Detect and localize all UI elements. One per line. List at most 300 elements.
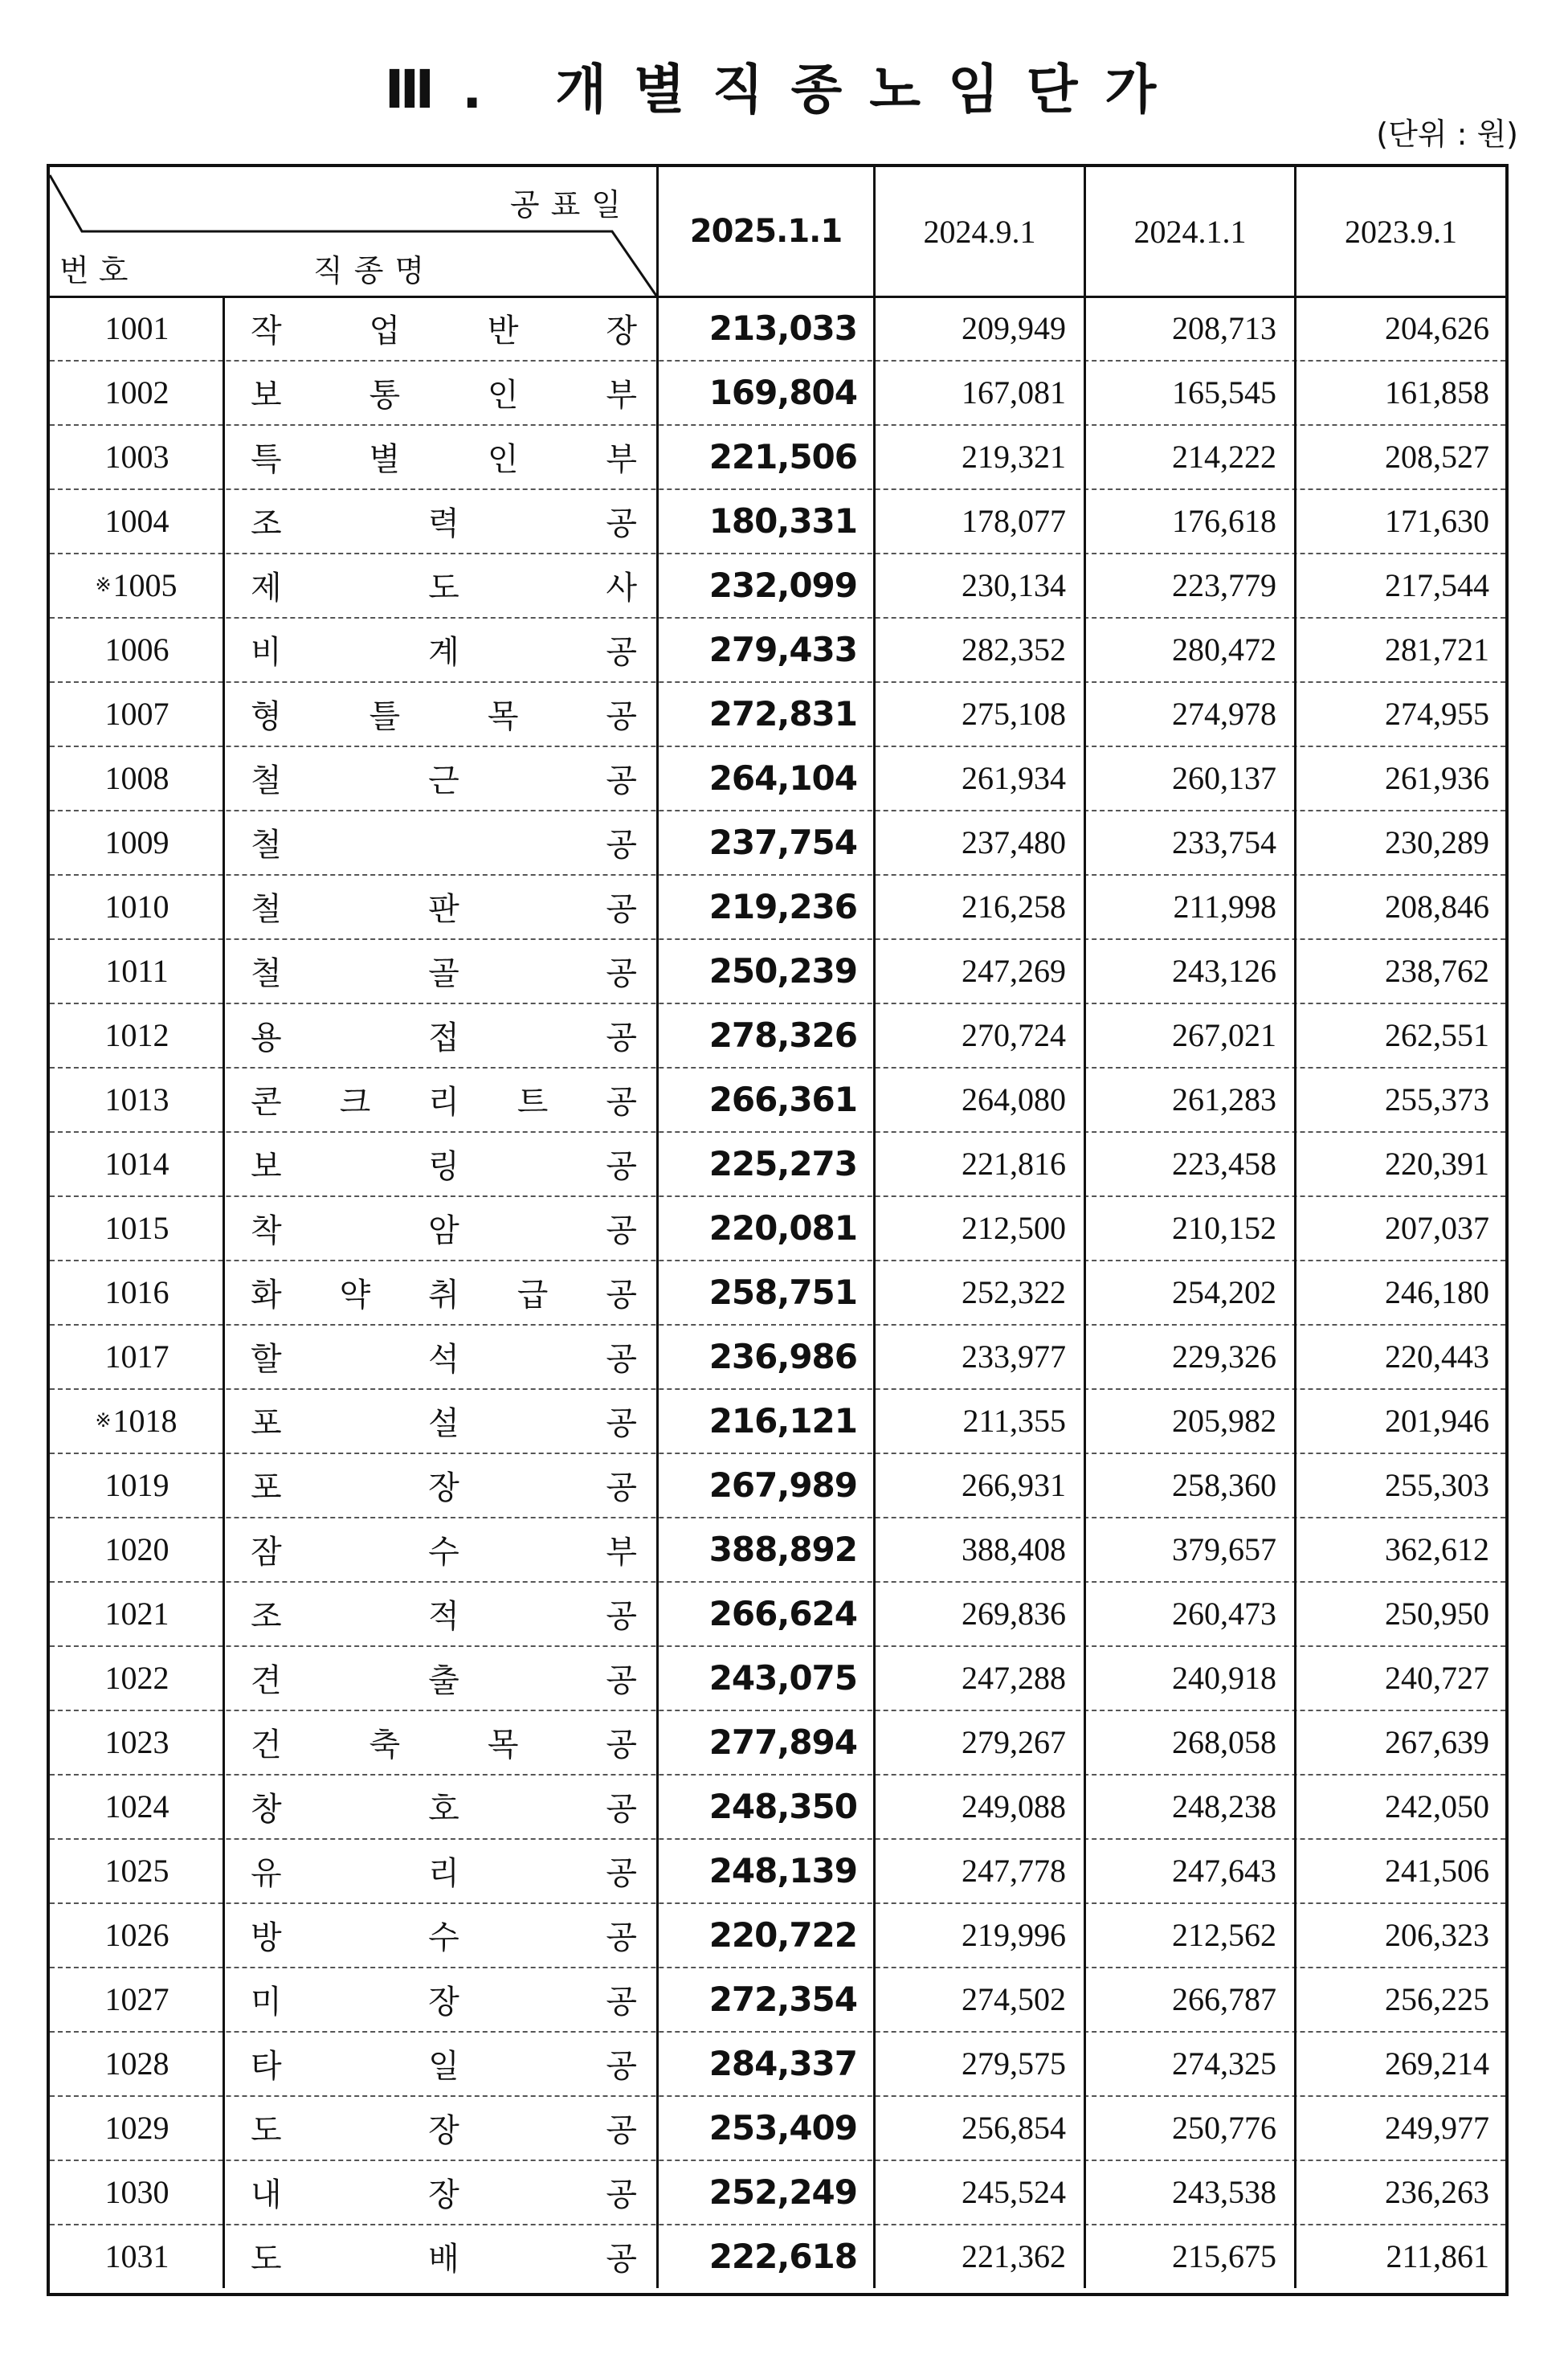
wage-value-2: 274,325	[1086, 2031, 1296, 2095]
job-name-char: 링	[428, 1147, 459, 1185]
job-name-char: 공	[606, 826, 637, 864]
wage-value-0: 220,722	[659, 1902, 876, 1967]
wage-value-1: 178,077	[876, 488, 1086, 553]
job-name	[225, 1902, 659, 1967]
wage-value-2: 215,675	[1086, 2224, 1296, 2288]
row-number	[50, 1131, 225, 1195]
wage-value-1: 264,080	[876, 1067, 1086, 1131]
job-name-char: 콘	[251, 1083, 282, 1121]
wage-value-1: 233,977	[876, 1324, 1086, 1388]
job-name-char: 석	[428, 1340, 459, 1378]
job-name-char: 장	[428, 1469, 459, 1506]
job-name-char: 보	[251, 1147, 282, 1185]
wage-value-1: 279,575	[876, 2031, 1086, 2095]
row-number-text: 1016	[104, 1273, 169, 1310]
job-name	[225, 1645, 659, 1710]
job-name-char: 호	[428, 1790, 459, 1828]
wage-value-2: 229,326	[1086, 1324, 1296, 1388]
job-name	[225, 1517, 659, 1581]
job-name-char: 약	[339, 1276, 371, 1314]
wage-value-2: 274,978	[1086, 681, 1296, 746]
wage-value-3: 217,544	[1385, 566, 1489, 603]
wage-value-1: 282,352	[876, 617, 1086, 681]
row-number	[50, 1774, 225, 1838]
job-name-char: 공	[606, 1276, 637, 1314]
row-number-text: 1007	[104, 695, 169, 732]
job-name-char: 공	[606, 1019, 637, 1056]
job-name-char: 공	[606, 1469, 637, 1506]
row-number	[50, 1838, 225, 1902]
row-number	[50, 874, 225, 938]
row-number	[50, 1710, 225, 1774]
row-number	[50, 617, 225, 681]
job-name-char: 통	[369, 376, 401, 414]
job-name	[225, 1260, 659, 1324]
row-number-text: 1005	[112, 566, 178, 603]
row-mark: ※	[95, 1410, 112, 1432]
job-name-char: 크	[339, 1083, 371, 1121]
job-name-char: 방	[251, 1919, 282, 1956]
wage-value-0: 219,236	[659, 874, 876, 938]
wage-value-3: 204,626	[1385, 309, 1489, 346]
job-name-char: 공	[606, 1083, 637, 1121]
wage-value-1: 269,836	[876, 1581, 1086, 1645]
wage-value-1: 245,524	[876, 2160, 1086, 2224]
job-name	[225, 1967, 659, 2031]
job-name-char: 부	[606, 440, 637, 478]
wage-value-2: 205,982	[1086, 1388, 1296, 1453]
table-row	[50, 1067, 1505, 1133]
job-name-char: 작	[251, 312, 282, 349]
table-row	[50, 1388, 1505, 1454]
wage-value-0: 180,331	[659, 488, 876, 553]
table-row	[50, 1645, 1505, 1711]
wage-value-1: 249,088	[876, 1774, 1086, 1838]
row-number-text: 1001	[104, 309, 169, 346]
table-header	[50, 167, 1505, 298]
job-name-char: 공	[606, 1340, 637, 1378]
job-name-char: 일	[428, 2047, 459, 2085]
wage-value-0: 258,751	[659, 1260, 876, 1324]
wage-value-0: 277,894	[659, 1710, 876, 1774]
job-name-char: 별	[369, 440, 401, 478]
row-number	[50, 1967, 225, 2031]
job-name-char: 화	[251, 1276, 282, 1314]
job-name-char: 공	[606, 954, 637, 992]
wage-value-3: 220,391	[1385, 1145, 1489, 1182]
job-name-char: 착	[251, 1212, 282, 1249]
wage-value-0: 248,139	[659, 1838, 876, 1902]
job-name-char: 근	[428, 762, 459, 799]
job-name	[225, 2160, 659, 2224]
wage-value-0: 248,350	[659, 1774, 876, 1838]
row-number-text: 1023	[104, 1723, 169, 1760]
row-number	[50, 488, 225, 553]
wage-value-0: 216,121	[659, 1388, 876, 1453]
job-name-char: 트	[517, 1083, 549, 1121]
job-name	[225, 746, 659, 810]
row-number	[50, 1517, 225, 1581]
wage-value-1: 219,321	[876, 424, 1086, 488]
job-name	[225, 296, 659, 360]
wage-value-1: 167,081	[876, 360, 1086, 424]
wage-value-0: 221,506	[659, 424, 876, 488]
job-name-char: 틀	[369, 697, 401, 735]
row-number	[50, 2224, 225, 2288]
wage-value-2: 260,137	[1086, 746, 1296, 810]
table-row	[50, 2095, 1505, 2161]
table-row	[50, 1517, 1505, 1583]
wage-value-2: 379,657	[1086, 1517, 1296, 1581]
wage-value-0: 264,104	[659, 746, 876, 810]
row-number-text: 1021	[104, 1595, 169, 1632]
wage-value-3: 201,946	[1385, 1402, 1489, 1439]
wage-value-3: 206,323	[1385, 1916, 1489, 1953]
job-name-char: 력	[428, 505, 459, 542]
job-name	[225, 488, 659, 553]
job-name-char: 철	[251, 954, 282, 992]
row-number-text: 1015	[104, 1209, 169, 1246]
unit-label: (단위 : 원)	[1376, 116, 1518, 152]
wage-value-2: 243,538	[1086, 2160, 1296, 2224]
job-name-char: 장	[606, 312, 637, 349]
row-number	[50, 360, 225, 424]
wage-value-0: 266,361	[659, 1067, 876, 1131]
row-number	[50, 2031, 225, 2095]
row-number	[50, 553, 225, 617]
job-name	[225, 1581, 659, 1645]
wage-value-2: 260,473	[1086, 1581, 1296, 1645]
job-name-char: 조	[251, 505, 282, 542]
job-name-char: 내	[251, 2176, 282, 2213]
row-number	[50, 1388, 225, 1453]
row-number	[50, 296, 225, 360]
row-number-text: 1028	[104, 2045, 169, 2082]
job-name-char: 조	[251, 1597, 282, 1635]
job-name-char: 잠	[251, 1533, 282, 1571]
job-name-char: 비	[251, 633, 282, 671]
wage-value-3: 362,612	[1385, 1530, 1489, 1567]
wage-value-1: 274,502	[876, 1967, 1086, 2031]
job-name-char: 판	[428, 890, 459, 928]
job-name-char: 철	[251, 826, 282, 864]
wage-value-3: 255,373	[1385, 1081, 1489, 1118]
table-row	[50, 1195, 1505, 1261]
job-name	[225, 424, 659, 488]
wage-value-1: 252,322	[876, 1260, 1086, 1324]
job-name-char: 수	[428, 1533, 459, 1571]
header-date-2024-1-1: 2024.1.1	[1086, 167, 1296, 296]
wage-value-3: 250,950	[1385, 1595, 1489, 1632]
job-name	[225, 681, 659, 746]
job-name	[225, 1195, 659, 1260]
job-name-char: 제	[251, 569, 282, 607]
wage-value-2: 250,776	[1086, 2095, 1296, 2160]
job-name-char: 목	[487, 1726, 519, 1763]
job-name-char: 접	[428, 1019, 459, 1056]
job-name-char: 리	[428, 1083, 459, 1121]
job-name-char: 계	[428, 633, 459, 671]
wage-value-0: 169,804	[659, 360, 876, 424]
wage-value-1: 270,724	[876, 1003, 1086, 1067]
table-row	[50, 2224, 1505, 2288]
job-name-char: 급	[517, 1276, 549, 1314]
job-name	[225, 1774, 659, 1838]
wage-value-3: 267,639	[1385, 1723, 1489, 1760]
wage-value-3: 255,303	[1385, 1466, 1489, 1503]
row-number	[50, 1645, 225, 1710]
row-number-text: 1031	[104, 2237, 169, 2274]
job-name-char: 견	[251, 1661, 282, 1699]
wage-value-3: 262,551	[1385, 1016, 1489, 1053]
table-row	[50, 1003, 1505, 1069]
table-row	[50, 1710, 1505, 1776]
job-name-char: 업	[369, 312, 401, 349]
table-row	[50, 1260, 1505, 1326]
job-name-char: 리	[428, 1854, 459, 1892]
wage-value-2: 261,283	[1086, 1067, 1296, 1131]
row-number-text: 1006	[104, 631, 169, 668]
wage-value-0: 272,354	[659, 1967, 876, 2031]
row-number	[50, 1902, 225, 1967]
job-name	[225, 2031, 659, 2095]
job-name-char: 설	[428, 1404, 459, 1442]
header-date-2023-9-1: 2023.9.1	[1345, 213, 1457, 250]
table-row	[50, 681, 1505, 747]
wage-value-0: 267,989	[659, 1453, 876, 1517]
row-number	[50, 1581, 225, 1645]
wage-value-1: 212,500	[876, 1195, 1086, 1260]
header-published-label: 공표일	[509, 187, 632, 223]
header-number-label: 번호	[59, 253, 138, 288]
job-name-char: 공	[606, 2047, 637, 2085]
wage-value-2: 223,779	[1086, 553, 1296, 617]
job-name-char: 취	[428, 1276, 459, 1314]
job-name-char: 반	[487, 312, 519, 349]
wage-value-3: 236,263	[1385, 2173, 1489, 2210]
wage-value-1: 247,778	[876, 1838, 1086, 1902]
row-mark: ※	[95, 574, 112, 596]
row-number	[50, 1260, 225, 1324]
wage-value-0: 220,081	[659, 1195, 876, 1260]
job-name-char: 부	[606, 1533, 637, 1571]
wage-value-0: 266,624	[659, 1581, 876, 1645]
wage-value-3: 241,506	[1385, 1852, 1489, 1889]
table-row	[50, 1838, 1505, 1904]
wage-value-1: 237,480	[876, 810, 1086, 874]
wage-value-2: 254,202	[1086, 1260, 1296, 1324]
job-name-char: 포	[251, 1469, 282, 1506]
row-number	[50, 2095, 225, 2160]
row-number-text: 1009	[104, 823, 169, 860]
wage-value-1: 216,258	[876, 874, 1086, 938]
wage-table	[47, 164, 1509, 2296]
header-name-label: 직종명	[313, 253, 436, 288]
wage-value-1: 209,949	[876, 296, 1086, 360]
job-name	[225, 1131, 659, 1195]
page-title: Ⅲ. 개별직종노임단가	[384, 59, 1184, 121]
header-date-2025-1-1: 2025.1.1	[659, 167, 876, 296]
table-row	[50, 296, 1505, 362]
wage-value-1: 247,288	[876, 1645, 1086, 1710]
wage-value-1: 211,355	[876, 1388, 1086, 1453]
row-number-text: 1012	[104, 1016, 169, 1053]
wage-value-0: 250,239	[659, 938, 876, 1003]
job-name-char: 타	[251, 2047, 282, 2085]
wage-value-2: 267,021	[1086, 1003, 1296, 1067]
row-number	[50, 938, 225, 1003]
job-name-char: 적	[428, 1597, 459, 1635]
header-diagonal-cell	[50, 167, 659, 296]
row-number-text: 1004	[104, 502, 169, 539]
job-name-char: 출	[428, 1661, 459, 1699]
wage-value-0: 232,099	[659, 553, 876, 617]
row-number-text: 1002	[104, 374, 169, 411]
wage-value-2: 176,618	[1086, 488, 1296, 553]
wage-value-0: 388,892	[659, 1517, 876, 1581]
table-row	[50, 553, 1505, 619]
wage-value-3: 161,858	[1385, 374, 1489, 411]
job-name	[225, 1453, 659, 1517]
job-name-char: 배	[428, 2240, 459, 2278]
table-row	[50, 617, 1505, 683]
table-row	[50, 938, 1505, 1004]
row-number	[50, 1003, 225, 1067]
row-number	[50, 1067, 225, 1131]
table-row	[50, 1967, 1505, 2033]
job-name-char: 철	[251, 890, 282, 928]
job-name-char: 공	[606, 2176, 637, 2213]
header-date-2024-9-1: 2024.9.1	[876, 167, 1086, 296]
wage-value-3: 261,936	[1385, 759, 1489, 796]
job-name-char: 공	[606, 1404, 637, 1442]
job-name	[225, 2224, 659, 2288]
job-name-char: 장	[428, 2176, 459, 2213]
wage-value-0: 279,433	[659, 617, 876, 681]
job-name-char: 골	[428, 954, 459, 992]
row-number	[50, 1195, 225, 1260]
wage-value-0: 213,033	[659, 296, 876, 360]
job-name-char: 도	[251, 2240, 282, 2278]
wage-value-3: 238,762	[1385, 952, 1489, 989]
wage-value-2: 212,562	[1086, 1902, 1296, 1967]
job-name	[225, 1324, 659, 1388]
table-row	[50, 1131, 1505, 1197]
job-name-char: 부	[606, 376, 637, 414]
wage-value-1: 221,362	[876, 2224, 1086, 2288]
job-name-char: 도	[251, 2111, 282, 2149]
table-row	[50, 488, 1505, 554]
row-number-text: 1010	[104, 888, 169, 925]
row-number-text: 1019	[104, 1466, 169, 1503]
job-name-char: 도	[428, 569, 459, 607]
table-row	[50, 2160, 1505, 2225]
row-number-text: 1003	[104, 438, 169, 475]
wage-value-2: 208,713	[1086, 296, 1296, 360]
wage-value-0: 243,075	[659, 1645, 876, 1710]
wage-value-1: 221,816	[876, 1131, 1086, 1195]
job-name-char: 보	[251, 376, 282, 414]
table-row	[50, 874, 1505, 940]
wage-value-2: 280,472	[1086, 617, 1296, 681]
job-name-char: 공	[606, 1661, 637, 1699]
wage-value-2: 268,058	[1086, 1710, 1296, 1774]
job-name-char: 공	[606, 697, 637, 735]
job-name	[225, 810, 659, 874]
job-name-char: 사	[606, 569, 637, 607]
job-name-char: 공	[606, 1983, 637, 2021]
row-number-text: 1024	[104, 1788, 169, 1825]
row-number	[50, 1453, 225, 1517]
job-name-char: 암	[428, 1212, 459, 1249]
wage-value-3: 281,721	[1385, 631, 1489, 668]
job-name-char: 창	[251, 1790, 282, 1828]
job-name-char: 공	[606, 1726, 637, 1763]
table-row	[50, 360, 1505, 426]
row-number-text: 1008	[104, 759, 169, 796]
wage-value-1: 247,269	[876, 938, 1086, 1003]
row-number	[50, 681, 225, 746]
job-name-char: 공	[606, 505, 637, 542]
job-name	[225, 938, 659, 1003]
wage-value-3: 171,630	[1385, 502, 1489, 539]
wage-value-2: 210,152	[1086, 1195, 1296, 1260]
row-number-text: 1030	[104, 2173, 169, 2210]
wage-value-1: 279,267	[876, 1710, 1086, 1774]
job-name-char: 공	[606, 890, 637, 928]
wage-value-3: 269,214	[1385, 2045, 1489, 2082]
table-row	[50, 1902, 1505, 1968]
row-number-text: 1014	[104, 1145, 169, 1182]
wage-value-2: 266,787	[1086, 1967, 1296, 2031]
wage-value-3: 211,861	[1386, 2237, 1489, 2274]
wage-value-2: 248,238	[1086, 1774, 1296, 1838]
job-name-char: 용	[251, 1019, 282, 1056]
job-name	[225, 1003, 659, 1067]
job-name	[225, 2095, 659, 2160]
job-name-char: 특	[251, 440, 282, 478]
job-name-char: 공	[606, 1919, 637, 1956]
wage-value-3: 242,050	[1385, 1788, 1489, 1825]
row-number	[50, 2160, 225, 2224]
row-number-text: 1020	[104, 1530, 169, 1567]
wage-value-2: 240,918	[1086, 1645, 1296, 1710]
table-row	[50, 424, 1505, 490]
row-number	[50, 1324, 225, 1388]
table-row	[50, 1581, 1505, 1647]
table-row	[50, 1324, 1505, 1390]
job-name-char: 공	[606, 1212, 637, 1249]
wage-value-1: 388,408	[876, 1517, 1086, 1581]
wage-value-2: 247,643	[1086, 1838, 1296, 1902]
wage-value-0: 272,831	[659, 681, 876, 746]
row-number-text: 1018	[112, 1402, 178, 1439]
job-name-char: 인	[487, 376, 519, 414]
wage-value-3: 274,955	[1385, 695, 1489, 732]
job-name-char: 할	[251, 1340, 282, 1378]
job-name-char: 축	[369, 1726, 401, 1763]
wage-value-0: 237,754	[659, 810, 876, 874]
job-name	[225, 1067, 659, 1131]
table-row	[50, 810, 1505, 876]
wage-value-2: 223,458	[1086, 1131, 1296, 1195]
job-name-char: 미	[251, 1983, 282, 2021]
row-number-text: 1022	[104, 1659, 169, 1696]
wage-value-1: 275,108	[876, 681, 1086, 746]
job-name-char: 공	[606, 1147, 637, 1185]
job-name-char: 공	[606, 1597, 637, 1635]
row-number-text: 1026	[104, 1916, 169, 1953]
